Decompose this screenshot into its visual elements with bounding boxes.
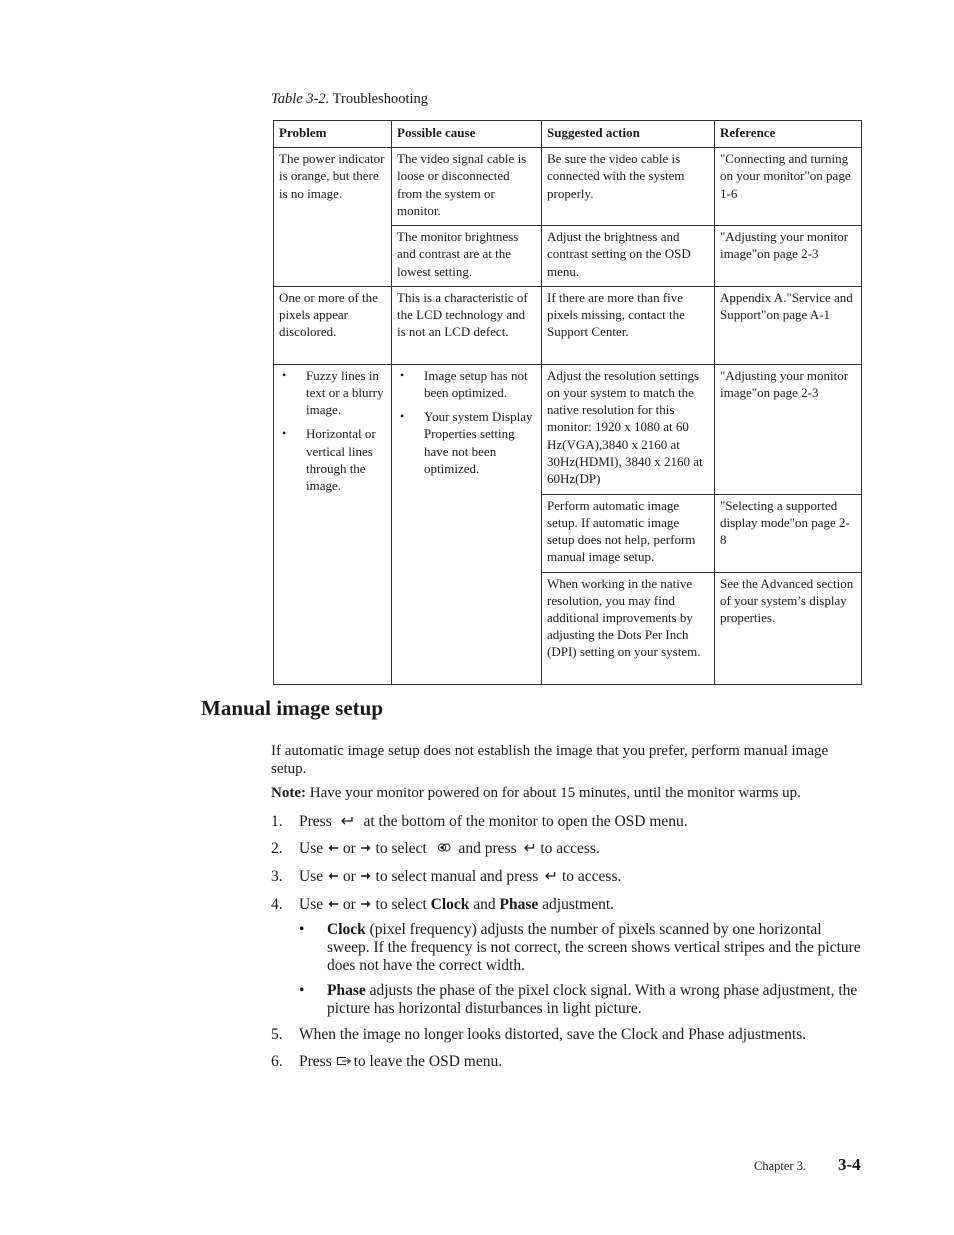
problem-cell: One or more of the pixels appear discolored. (274, 286, 392, 364)
table-header-row (274, 121, 862, 148)
action-cell: Perform automatic image setup. If automatic image setup does not help, perform manual image setup. (542, 494, 715, 572)
step-text: and press (454, 840, 521, 857)
right-arrow-icon (360, 868, 372, 886)
troubleshooting-table (273, 120, 862, 685)
enter-icon (340, 813, 354, 831)
header-problem: Problem (274, 121, 392, 148)
step-text: to select (371, 840, 431, 857)
action-cell: Adjust the resolution settings on your system to match the native resolution for this monitor: 1920 x 1080 at 60 Hz(VGA),3840 x 2160 at 30Hz(HDMI), 3840 x 2160 at 60Hz(DP) (542, 364, 715, 494)
bullet-text: adjusts the phase of the pixel clock signal. With a wrong phase adjustment, the picture has horizontal disturbances in light picture. (327, 982, 858, 1017)
step-number: 3. (271, 868, 283, 885)
note-text: Have your monitor powered on for about 15 minutes, until the monitor warms up. (305, 785, 801, 801)
cause-list (397, 367, 536, 477)
step-text: to select (371, 896, 431, 913)
step-text: to access. (558, 868, 622, 885)
step-text: to access. (536, 840, 600, 857)
step-text: to select manual and press (371, 868, 543, 885)
footer-page-number: 3-4 (838, 1155, 861, 1174)
bullet-text: (pixel frequency) adjusts the number of pixels scanned by one horizontal sweep. If the frequency is not correct, the screen shows vertical stripes and the picture does not have the correct width. (327, 921, 861, 974)
list-item: • Your system Display Properties setting have not been optimized. (397, 408, 536, 477)
step-text: Press (299, 813, 336, 830)
step-text: Use (299, 840, 327, 857)
left-arrow-icon (327, 840, 339, 858)
step-text: Press (299, 1053, 336, 1070)
list-item: • Fuzzy lines in text or a blurry image. (279, 367, 386, 419)
enter-icon (523, 840, 535, 858)
footer-chapter: Chapter 3. (754, 1159, 807, 1173)
note-paragraph (271, 785, 863, 803)
list-item: • Image setup has not been optimized. (397, 367, 536, 401)
header-possible-cause: Possible cause (392, 121, 542, 148)
reference-cell: "Adjusting your monitor image"on page 2-3 (715, 364, 862, 494)
caption-title: Troubleshooting (332, 91, 428, 107)
bullet-mark: • (299, 921, 305, 938)
step-text: Use (299, 896, 327, 913)
step-number: 6. (271, 1053, 283, 1070)
step-text: or (338, 840, 360, 857)
action-cell: If there are more than five pixels missing, contact the Support Center. (542, 286, 715, 364)
phase-term: Phase (499, 896, 539, 913)
step-text: Use (299, 868, 327, 885)
list-item: • Horizontal or vertical lines through the image. (279, 425, 386, 494)
table-row (274, 148, 862, 226)
left-arrow-icon (327, 868, 339, 886)
header-suggested-action: Suggested action (542, 121, 715, 148)
intro-paragraph: If automatic image setup does not establish the image that you prefer, perform manual image setup. (271, 743, 829, 777)
action-cell: When working in the native resolution, you may find additional improvements by adjusting the Dots Per Inch (DPI) setting on your system. (542, 572, 715, 684)
cause-cell: The video signal cable is loose or disconnected from the system or monitor. (392, 148, 542, 226)
bullet-term: Clock (327, 921, 366, 938)
problem-cell (274, 364, 392, 684)
cause-cell: The monitor brightness and contrast are at the lowest setting. (392, 226, 542, 287)
reference-cell: See the Advanced section of your system’s display properties. (715, 572, 862, 684)
exit-icon (336, 1053, 352, 1071)
caption-number: Table 3-2. (271, 91, 330, 107)
right-arrow-icon (360, 840, 372, 858)
reference-cell: Appendix A."Service and Support"on page A-1 (715, 286, 862, 364)
problem-cell: The power indicator is orange, but there is no image. (274, 148, 392, 287)
step-number: 5. (271, 1026, 283, 1043)
step-text: adjustment. (538, 896, 615, 913)
step-text: at the bottom of the monitor to open the OSD menu. (359, 813, 688, 830)
reference-cell: "Selecting a supported display mode"on page 2-8 (715, 494, 862, 572)
bullet-mark: • (299, 982, 305, 999)
cause-cell (392, 364, 542, 684)
step-text: When the image no longer looks distorted, save the Clock and Phase adjustments. (299, 1026, 807, 1043)
action-cell: Adjust the brightness and contrast setting on the OSD menu. (542, 226, 715, 287)
step-number: 2. (271, 840, 283, 857)
left-arrow-icon (327, 896, 339, 914)
step-number: 1. (271, 813, 283, 830)
clock-term: Clock (430, 896, 470, 913)
reference-cell: "Adjusting your monitor image"on page 2-3 (715, 226, 862, 287)
step-text: to leave the OSD menu. (353, 1053, 503, 1070)
step-number: 4. (271, 896, 283, 913)
section-title: Manual image setup (201, 696, 384, 720)
step-text: or (338, 868, 360, 885)
table-row (274, 286, 862, 364)
image-setup-icon (437, 840, 452, 858)
bullet-term: Phase (327, 982, 366, 999)
problem-list (279, 367, 386, 494)
table-row (274, 364, 862, 494)
enter-icon (544, 868, 556, 886)
note-label: Note: (271, 785, 306, 801)
step-text: or (338, 896, 360, 913)
step-text: and (469, 896, 500, 913)
reference-cell: "Connecting and turning on your monitor"on page 1-6 (715, 148, 862, 226)
right-arrow-icon (360, 896, 372, 914)
cause-cell: This is a characteristic of the LCD technology and is not an LCD defect. (392, 286, 542, 364)
header-reference: Reference (715, 121, 862, 148)
table-caption (271, 91, 428, 108)
action-cell: Be sure the video cable is connected with the system properly. (542, 148, 715, 226)
